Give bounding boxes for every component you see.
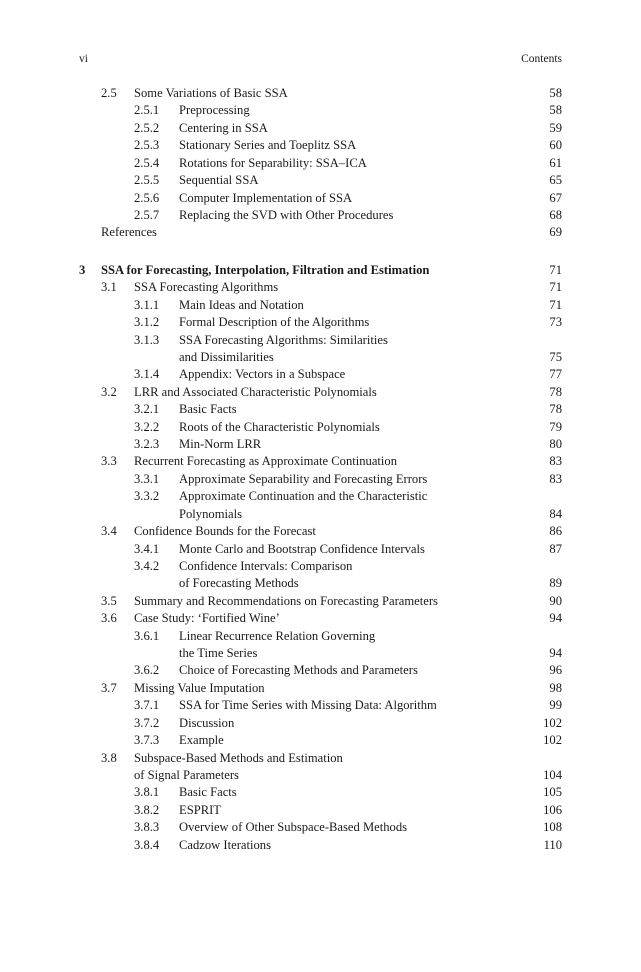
toc-entry[interactable] (0, 154, 641, 172)
toc-entry-number: 3.4.2 (134, 558, 160, 573)
toc-entry-number: 3.8 (101, 750, 117, 765)
toc-entry-page: 104 (543, 768, 562, 782)
toc-entry-title: and Dissimilarities (179, 349, 274, 364)
toc-entry-number: 3.6.2 (134, 663, 160, 678)
toc-entry-number: 3.8.4 (134, 837, 160, 852)
toc-entry-page: 71 (549, 280, 562, 295)
toc-entry[interactable] (0, 522, 641, 540)
toc-entry-page: 73 (549, 315, 562, 329)
toc-entry-title: Polynomials (179, 506, 242, 521)
toc-entry[interactable] (0, 136, 641, 154)
toc-entry[interactable] (0, 505, 641, 523)
toc-entry-page: 94 (549, 611, 562, 626)
toc-entry-number: 2.5.1 (134, 103, 160, 118)
toc-entry-page: 61 (549, 155, 562, 170)
toc-entry-title: Confidence Bounds for the Forecast (134, 524, 316, 539)
toc-entry[interactable] (0, 592, 641, 610)
toc-entry-title: Computer Implementation of SSA (179, 190, 353, 205)
toc-entry-number: 3.4.1 (134, 541, 160, 556)
toc-entry-page: 87 (549, 541, 562, 556)
toc-entry-number: 3.8.3 (134, 820, 160, 835)
toc-entry-page: 71 (549, 297, 562, 312)
toc-entry[interactable] (0, 696, 641, 714)
toc-entry-page: 68 (549, 207, 562, 222)
toc-entry-number: 3.2.2 (134, 419, 160, 434)
toc-entry-title: References (101, 225, 157, 240)
toc-entry[interactable] (0, 296, 641, 314)
toc-entry-number: 3.1.4 (134, 367, 160, 382)
toc-entry[interactable] (0, 189, 641, 207)
toc-entry-title: Basic Facts (179, 402, 237, 417)
toc-entry[interactable] (0, 435, 641, 453)
toc-entry-page: 99 (549, 698, 562, 713)
toc-entry-page: 83 (549, 471, 562, 486)
toc-entry-title: Replacing the SVD with Other Procedures (179, 207, 394, 222)
toc-entry-title: Missing Value Imputation (134, 680, 265, 695)
toc-entry-number: 3.1 (101, 280, 117, 295)
toc-entry-title: Some Variations of Basic SSA (134, 86, 288, 100)
toc-entry[interactable] (0, 365, 641, 383)
toc-entry-page: 89 (549, 576, 562, 591)
toc-entry-page: 78 (549, 384, 562, 399)
toc-entry-number: 3.8.2 (134, 802, 160, 817)
toc-entry-title: Basic Facts (179, 785, 237, 800)
toc-entry-number: 3.4 (101, 524, 117, 539)
toc-entry-page: 86 (549, 524, 562, 539)
toc-entry-page: 102 (543, 715, 562, 730)
toc-entry-number: 2.5.6 (134, 190, 160, 205)
toc-entry-page: 58 (549, 103, 562, 118)
toc-entry-page: 65 (549, 173, 562, 188)
toc-entry-title: of Signal Parameters (134, 768, 239, 782)
toc-entry-page: 71 (549, 262, 562, 277)
toc-entry-page: 90 (549, 593, 562, 608)
toc-entry-page: 67 (549, 190, 562, 205)
toc-entry-page: 75 (549, 349, 562, 364)
toc-entry-page: 77 (549, 367, 562, 382)
toc-entry-title: Example (179, 733, 224, 748)
toc-entry-title: Approximate Separability and Forecasting Errors (179, 471, 428, 486)
toc-entry-title: Case Study: ‘Fortified Wine’ (134, 611, 280, 626)
toc-entry-page: 110 (543, 837, 562, 852)
toc-entry[interactable] (0, 574, 641, 592)
toc-entry[interactable] (0, 801, 641, 819)
toc-entry-title: of Forecasting Methods (179, 576, 299, 591)
toc-entry[interactable] (0, 84, 641, 102)
toc-entry-number: 3.7.2 (134, 715, 160, 730)
toc-entry-number: 3.6.1 (134, 628, 160, 643)
toc-entry-title: Rotations for Separability: SSA–ICA (179, 155, 367, 170)
toc-entry-page: 108 (543, 820, 562, 835)
toc-entry[interactable] (0, 836, 641, 854)
toc-entry-title: Overview of Other Subspace-Based Methods (179, 820, 408, 835)
toc-entry-title: SSA for Time Series with Missing Data: Algorithm (179, 698, 437, 713)
toc-entry-title: Centering in SSA (179, 120, 268, 135)
toc-entry-number: 3.8.1 (134, 785, 160, 800)
toc-entry[interactable] (0, 223, 641, 241)
toc-entry-number: 3.7 (101, 680, 117, 695)
toc-entry-page: 79 (549, 419, 562, 434)
toc-entry-number: 3.3.1 (134, 471, 160, 486)
toc-entry-number: 3.7.3 (134, 733, 160, 748)
toc-entry-title: LRR and Associated Characteristic Polynomials (134, 384, 377, 399)
toc-entry-page: 106 (543, 802, 562, 817)
toc-entry[interactable] (0, 661, 641, 679)
toc-entry-title: Approximate Continuation and the Characteristic (179, 489, 428, 504)
toc-entry[interactable] (0, 101, 641, 119)
toc-entry-title: Confidence Intervals: Comparison (179, 558, 353, 573)
toc-entry-title: SSA Forecasting Algorithms: Similarities (179, 332, 388, 347)
toc-entry-number: 3.1.1 (134, 297, 160, 312)
toc-entry-title: ESPRIT (179, 802, 221, 817)
toc-entry-number: 3.5 (101, 593, 117, 608)
toc-entry[interactable] (0, 418, 641, 436)
toc-entry[interactable] (0, 383, 641, 401)
running-header: Contents (521, 53, 562, 65)
toc-entry[interactable] (0, 679, 641, 697)
toc-entry-number: 3.7.1 (134, 698, 160, 713)
toc-entry-page: 83 (549, 454, 562, 469)
toc-entry-page: 102 (543, 733, 562, 748)
toc-entry[interactable] (0, 487, 641, 505)
toc-entry-number: 2.5.7 (134, 207, 160, 222)
toc-entry-page: 58 (549, 86, 562, 100)
toc-entry-number: 3.2 (101, 384, 117, 399)
toc-entry[interactable] (0, 452, 641, 470)
toc-entry-number: 2.5.2 (134, 120, 160, 135)
toc-entry[interactable] (0, 557, 641, 575)
toc-entry-number: 3.2.3 (134, 437, 160, 451)
toc-entry[interactable] (0, 818, 641, 836)
toc-entry-title: SSA for Forecasting, Interpolation, Filtration and Estimation (101, 262, 430, 277)
toc-entry[interactable] (0, 171, 641, 189)
toc-entry-title: SSA Forecasting Algorithms (134, 280, 279, 295)
toc-entry[interactable] (0, 783, 641, 801)
toc-entry-page: 105 (543, 785, 562, 800)
toc-entry-title: Min-Norm LRR (179, 437, 262, 451)
toc-entry[interactable] (0, 261, 641, 279)
toc-entry-title: Preprocessing (179, 103, 250, 118)
toc-entry-number: 2.5.3 (134, 138, 160, 153)
toc-entry[interactable] (0, 206, 641, 224)
toc-entry-page: 94 (549, 646, 562, 660)
toc-entry-title: Monte Carlo and Bootstrap Confidence Intervals (179, 541, 425, 556)
toc-entry[interactable] (0, 119, 641, 137)
toc-entry[interactable] (0, 278, 641, 296)
toc-entry-title: Linear Recurrence Relation Governing (179, 628, 376, 643)
toc-entry[interactable] (0, 766, 641, 784)
toc-entry-page: 59 (549, 120, 562, 135)
toc-entry-number: 3.2.1 (134, 402, 160, 417)
toc-entry-title: Summary and Recommendations on Forecasting Parameters (134, 593, 438, 608)
toc-entry-number: 2.5.4 (134, 155, 160, 170)
toc-entry-page: 60 (549, 138, 562, 153)
toc-entry-number: 2.5 (101, 86, 117, 100)
toc-entry-title: Recurrent Forecasting as Approximate Continuation (134, 454, 398, 469)
toc-entry[interactable] (0, 400, 641, 418)
toc-entry-number: 3.3 (101, 454, 117, 469)
toc-entry-title: Sequential SSA (179, 173, 259, 188)
page-number-header: vi (79, 53, 88, 65)
toc-entry-number: 3 (79, 262, 86, 277)
toc-entry-number: 3.3.2 (134, 489, 160, 504)
toc-entry-page: 78 (549, 402, 562, 417)
toc-entry-title: Appendix: Vectors in a Subspace (179, 367, 346, 382)
toc-entry-number: 3.1.3 (134, 332, 160, 347)
toc-entry-title: Roots of the Characteristic Polynomials (179, 419, 380, 434)
toc-entry-number: 2.5.5 (134, 173, 160, 188)
toc-entry-title: Discussion (179, 715, 235, 730)
toc-entry[interactable] (0, 313, 641, 331)
toc-entry-number: 3.1.2 (134, 315, 160, 329)
toc-entry-page: 96 (549, 663, 562, 678)
toc-entry-page: 80 (549, 437, 562, 451)
toc-entry[interactable] (0, 348, 641, 366)
toc-entry-page: 69 (549, 225, 562, 240)
toc-entry-title: the Time Series (179, 646, 258, 660)
toc-entry-title: Main Ideas and Notation (179, 297, 304, 312)
toc-entry[interactable] (0, 644, 641, 662)
toc-entry-page: 84 (549, 506, 562, 521)
toc-entry[interactable] (0, 749, 641, 767)
toc-entry[interactable] (0, 714, 641, 732)
toc-entry[interactable] (0, 331, 641, 349)
toc-entry[interactable] (0, 540, 641, 558)
toc-entry-title: Subspace-Based Methods and Estimation (134, 750, 343, 765)
toc-entry-title: Cadzow Iterations (179, 837, 271, 852)
toc-entry[interactable] (0, 627, 641, 645)
toc-entry[interactable] (0, 609, 641, 627)
toc-entry[interactable] (0, 731, 641, 749)
toc-entry-title: Stationary Series and Toeplitz SSA (179, 138, 357, 153)
toc-entry-title: Choice of Forecasting Methods and Parameters (179, 663, 418, 678)
toc-entry-title: Formal Description of the Algorithms (179, 315, 370, 329)
toc-entry-page: 98 (549, 680, 562, 695)
toc-entry-number: 3.6 (101, 611, 117, 626)
toc-entry[interactable] (0, 470, 641, 488)
